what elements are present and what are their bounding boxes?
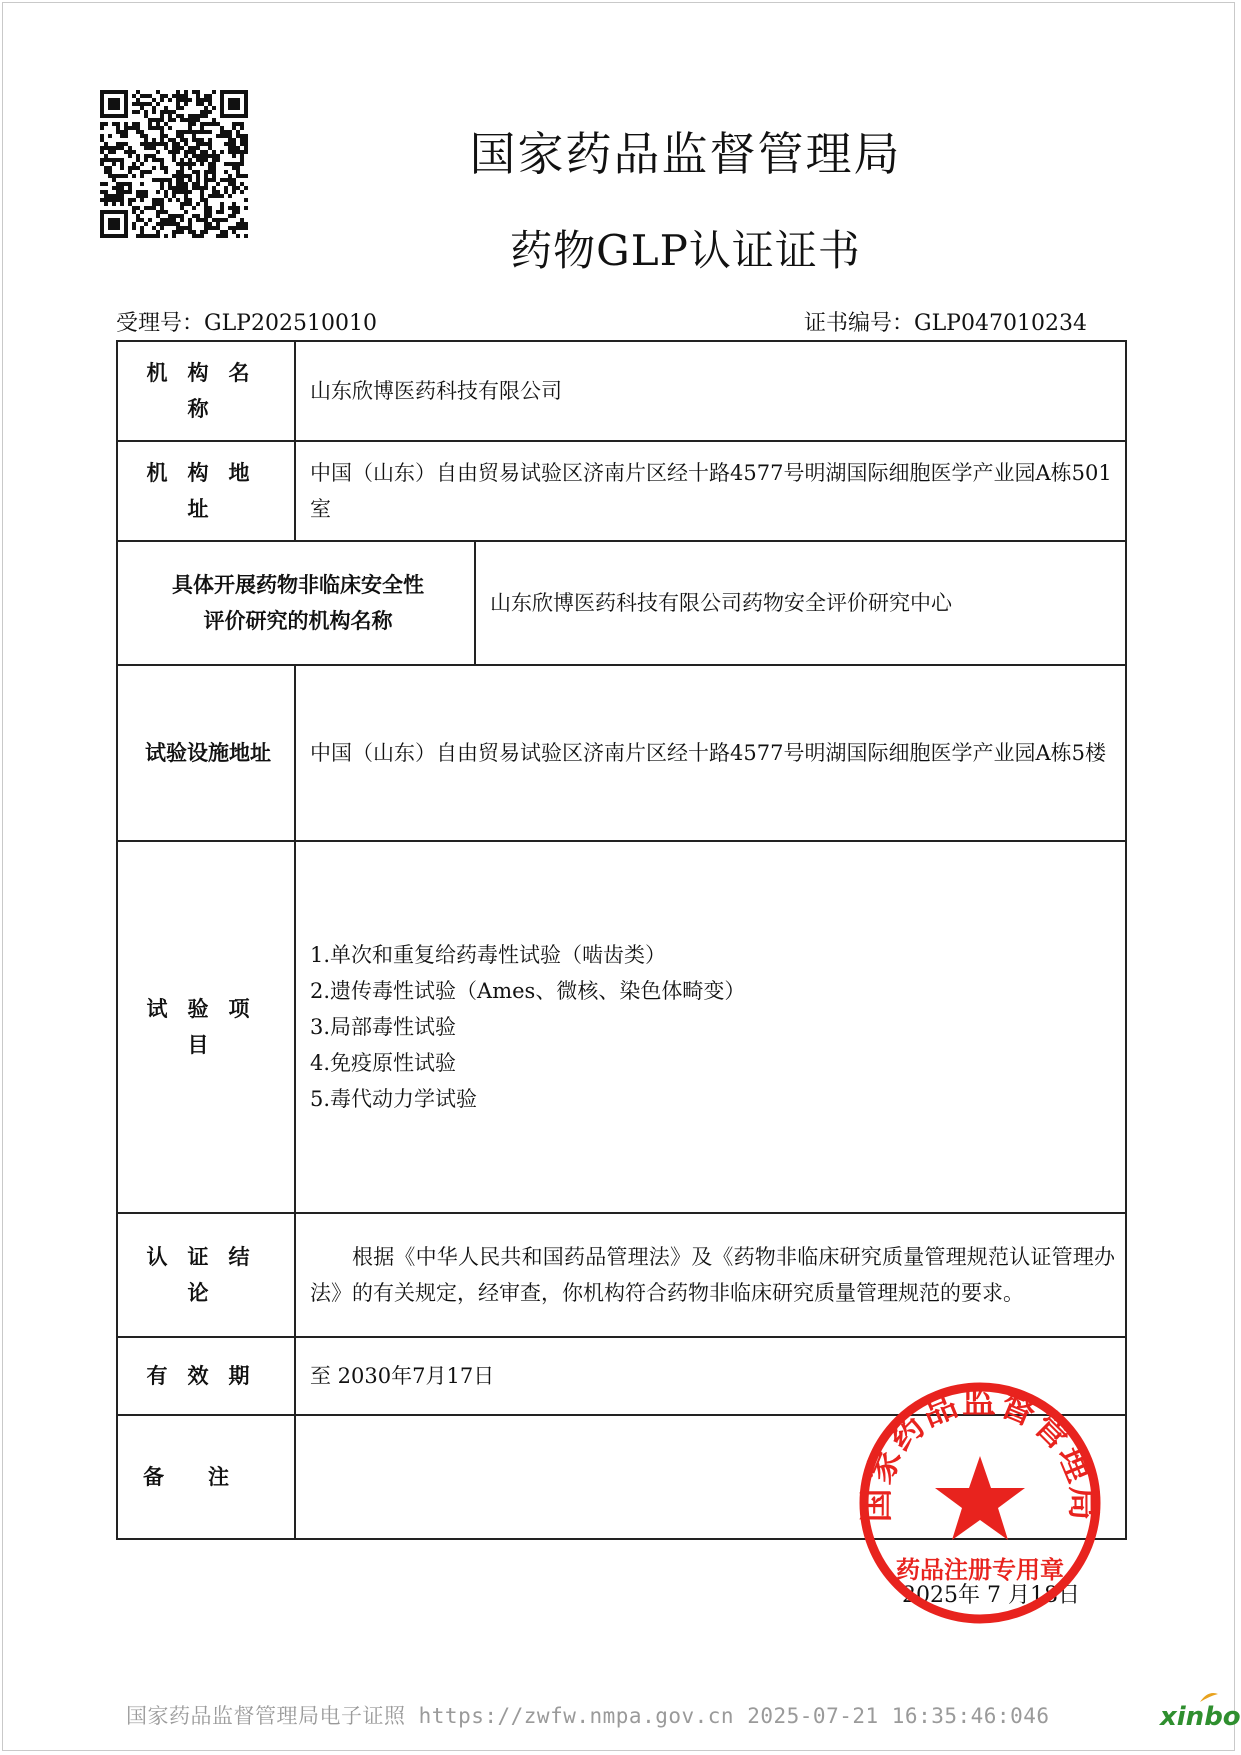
test-item: 3.局部毒性试验 [310,1015,457,1039]
official-seal [855,1378,1105,1628]
org-address-label: 机构地址 [117,441,295,541]
test-item: 2.遗传毒性试验（Ames、微核、染色体畸变） [310,979,746,1003]
test-items-label: 试验项目 [117,841,295,1213]
test-item: 1.单次和重复给药毒性试验（啮齿类） [310,943,667,967]
research-org-label-line2: 评价研究的机构名称 [203,608,393,633]
certificate-table [116,340,1127,1540]
org-name-label: 机构名称 [117,341,295,441]
test-item: 5.毒代动力学试验 [310,1087,478,1111]
footer-watermark: 国家药品监督管理局电子证照 https://zwfw.nmpa.gov.cn 2025-07-21 16:35:46:046 [126,1704,1050,1728]
authority-title: 国家药品监督管理局 [469,127,902,181]
research-org-value: 山东欣博医药科技有限公司药物安全评价研究中心 [475,541,1126,665]
validity-label: 有效期 [117,1337,295,1415]
row-test-items [117,841,1126,1213]
leaf-icon [1198,1692,1220,1704]
facility-address-label: 试验设施地址 [117,665,295,841]
org-name-value: 山东欣博医药科技有限公司 [295,341,1126,441]
remarks-label: 备注 [117,1415,295,1539]
row-conclusion [117,1213,1126,1337]
org-address-value: 中国（山东）自由贸易试验区济南片区经十路4577号明湖国际细胞医学产业园A栋501室 [295,441,1126,541]
conclusion-value: 根据《中华人民共和国药品管理法》及《药物非临床研究质量管理规范认证管理办法》的有关规定，经审查，你机构符合药物非临床研究质量管理规范的要求。 [295,1213,1126,1337]
row-org-address [117,441,1126,541]
xinbo-logo: xinbo [1160,1702,1241,1732]
facility-address-value: 中国（山东）自由贸易试验区济南片区经十路4577号明湖国际细胞医学产业园A栋5楼 [295,665,1126,841]
research-org-label [117,541,475,665]
row-research-org [117,541,1126,665]
seal-arc-text: 国家药品监督管理局 [856,1381,1104,1523]
certificate-title: 药物GLP认证证书 [510,226,861,275]
research-org-label-line1: 具体开展药物非临床安全性 [172,572,424,597]
row-facility-address [117,665,1126,841]
row-org-name [117,341,1126,441]
seal-bottom-text: 药品注册专用章 [896,1556,1064,1584]
issue-date: 2025年 7 月18日 [902,1583,1080,1608]
certificate-number: 证书编号：GLP047010234 [804,311,1087,336]
acceptance-number: 受理号：GLP202510010 [116,311,377,336]
validity-value: 至 2030年7月17日 [295,1337,1126,1415]
test-items-list [295,841,1126,1213]
conclusion-label: 认证结论 [117,1213,295,1337]
test-item: 4.免疫原性试验 [310,1051,457,1075]
